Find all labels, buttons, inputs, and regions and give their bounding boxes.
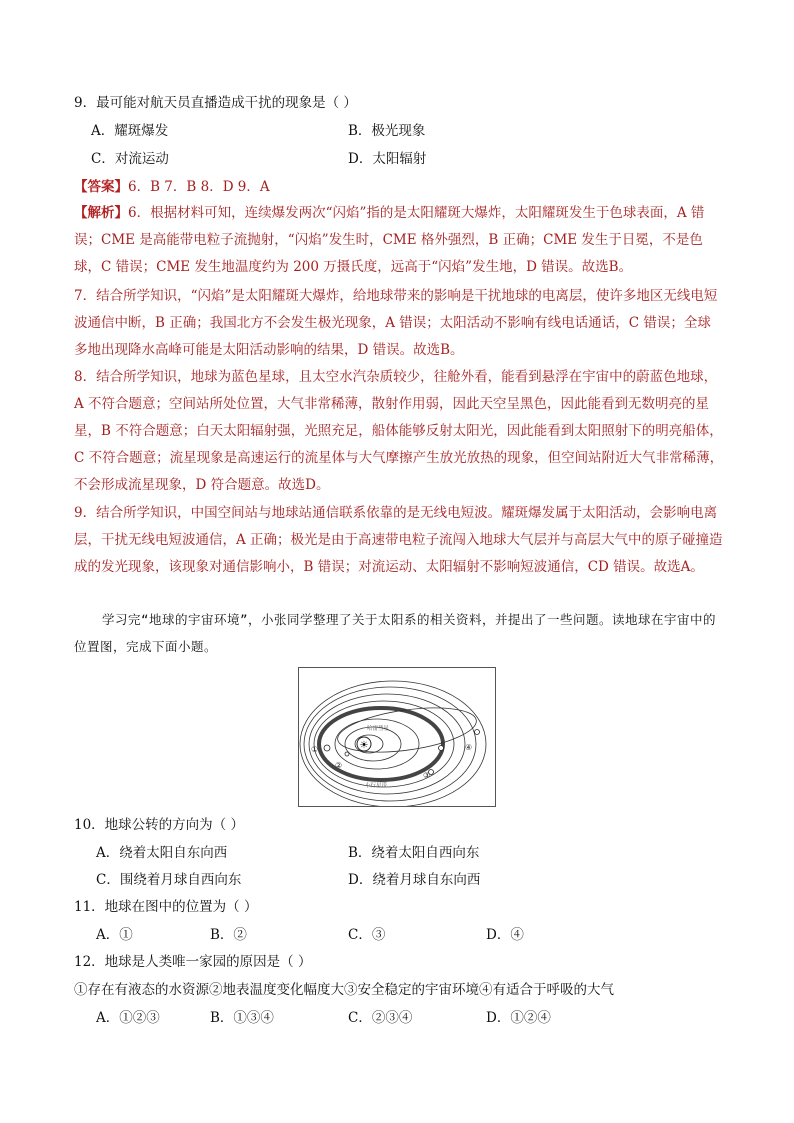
- planet-dot: [475, 730, 480, 735]
- label-asteroid-belt: 小行星带: [365, 783, 388, 789]
- q10-option-d: D．绕着月球自东向西: [348, 872, 481, 888]
- marker-4: ④: [465, 743, 473, 752]
- intro-text: 学习完“地球的宇宙环境”，小张同学整理了关于太阳系的相关资料，并提出了一些问题。读地球在宇宙中的位置图，完成下面小题。: [74, 612, 717, 654]
- marker-3: ③: [423, 771, 431, 780]
- marker-2: ②: [335, 761, 343, 770]
- planet-dot: [439, 746, 444, 751]
- q12-stem: 12．地球是人类唯一家园的原因是（ ）: [74, 954, 312, 970]
- label-comet: 哈雷彗星: [367, 726, 390, 732]
- q11-option-d: D．④: [486, 927, 524, 943]
- orbit-2: [345, 727, 401, 761]
- answer-text: 6．B 7．B 8．D 9．A: [128, 179, 270, 195]
- q12-option-b: B．①③④: [210, 1010, 274, 1026]
- marker-1: ①: [311, 745, 319, 754]
- q11-stem: 11．地球在图中的位置为（ ）: [74, 899, 258, 915]
- analysis-9: 9．结合所学知识，中国空间站与地球站通信联系依靠的是无线电短波。耀斑爆发属于太阳活动，会影响电离层，干扰无线电短波通信，A 正确；极光是由于高速带电粒子流闯入地球大气层并与高层大气中的原子碰撞造成的发光现象，该现象对通信影响小，B 错误；对流运动、太阳辐射不影响短波通信，CD 错误。故选A。: [74, 505, 723, 575]
- q9-option-b: B．极光现象: [348, 123, 426, 139]
- q10-option-c: C．围绕着月球自西向东: [96, 872, 242, 888]
- solar-system-diagram: [299, 668, 495, 806]
- q12-statements: ①存在有液态的水资源②地表温度变化幅度大③安全稳定的宇宙环境④有适合于呼吸的大气: [74, 982, 614, 998]
- q9-option-a: A．耀斑爆发: [91, 123, 169, 139]
- solar-system-figure: [298, 667, 496, 807]
- analysis-8: 8．结合所学知识，地球为蓝色星球，且太空水汽杂质较少，往舱外看，能看到悬浮在宇宙中的蔚蓝色地球，A 不符合题意；空间站所处位置，大气非常稀薄，散射作用弱，因此天空呈黑色，因此能看到无数明亮的星星，B 不符合题意；白天太阳辐射强，光照充足，船体能够反射太阳光，因此能看到太阳照射下的明亮船体，C 不符合题意；流星现象是高速运行的流星体与大气摩擦产生放光放热的现象，但空间站附近大气非常稀薄，不会形成流星现象，D 符合题意。故选D。: [74, 369, 724, 493]
- q12-option-c: C．②③④: [348, 1010, 413, 1026]
- q9-option-c: C．对流运动: [91, 151, 169, 167]
- q10-option-b: B．绕着太阳自西向东: [348, 845, 480, 861]
- answer-label: 【答案】: [74, 179, 128, 195]
- analysis-label: 【解析】: [74, 205, 128, 221]
- planet-dot: [324, 745, 330, 751]
- analysis-6-text: 6．根据材料可知，连续爆发两次“闪焰”指的是太阳耀斑大爆炸，太阳耀斑发生于色球表面，A 错误；CME 是高能带电粒子流抛射，“闪焰”发生时，CME 格外强烈，B 正确；CME 发生于日冕，不是色球，C 错误；CME 发生地温度约为 200 万摄氏度，远高于“闪焰”发生地，D 错误。故选B。: [74, 205, 705, 275]
- q10-stem: 10．地球公转的方向为（ ）: [74, 817, 244, 833]
- answer-line: [74, 178, 270, 196]
- planet-dot: [345, 752, 349, 756]
- analysis-6: [74, 200, 724, 281]
- sun-symbol: ☀: [359, 740, 369, 751]
- q12-option-a: A．①②③: [96, 1010, 160, 1026]
- q12-option-d: D．①②④: [486, 1010, 551, 1026]
- analysis-7: 7．结合所学知识，“闪焰”是太阳耀斑大爆炸，给地球带来的影响是干扰地球的电离层，使许多地区无线电短波通信中断，B 正确；我国北方不会发生极光现象，A 错误；太阳活动不影响有线电话通话，C 错误；全球多地出现降水高峰可能是太阳活动影响的结果，D 错误。故选B。: [74, 288, 718, 358]
- q10-option-a: A．绕着太阳自东向西: [96, 845, 228, 861]
- q11-option-c: C．③: [348, 927, 386, 943]
- q9-option-d: D．太阳辐射: [348, 151, 427, 167]
- orbit-8: [300, 681, 486, 806]
- q11-option-b: B．②: [210, 927, 247, 943]
- q11-option-a: A．①: [96, 927, 133, 943]
- q9-stem: 9．最可能对航天员直播造成干扰的现象是（ ）: [74, 95, 357, 111]
- orbit-7: [304, 687, 476, 801]
